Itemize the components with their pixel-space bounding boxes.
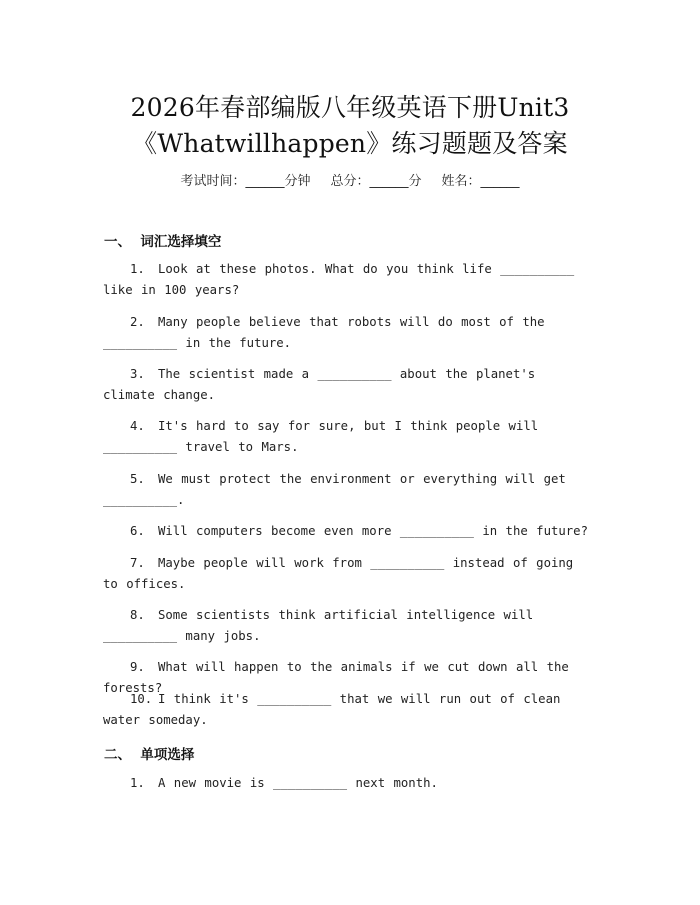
question-number: 7. [130,556,145,570]
question-item [103,521,595,542]
question-number: 10. [130,692,153,706]
document-title-line-1: 2026年春部编版八年级英语下册Unit3 [130,93,570,122]
question-text: Some scientists think artificial intelligence will __________ many jobs. [103,608,534,643]
question-text: I think it's __________ that we will run out of clean water someday. [103,692,561,727]
student-name-field: 姓名：______ [441,174,520,189]
question-text: Will computers become even more __________ in the future? [158,524,588,538]
question-item [103,689,595,731]
question-text: Maybe people will work from __________ instead of going to offices. [103,556,574,591]
question-text: What will happen to the animals if we cut down all the forests? [103,660,569,695]
question-text: Many people believe that robots will do most of the __________ in the future. [103,315,545,350]
question-text: Look at these photos. What do you think life __________ like in 100 years? [103,262,575,297]
question-text: A new movie is __________ next month. [158,776,438,790]
question-number: 6. [130,524,145,538]
total-score-field: 总分：______分 [330,174,422,189]
question-number: 5. [130,472,145,486]
question-number: 2. [130,315,145,329]
question-text: It's hard to say for sure, but I think people will __________ travel to Mars. [103,419,539,454]
exam-time-field: 考试时间：______分钟 [180,174,311,189]
question-item [103,259,595,301]
question-item [103,605,595,647]
question-item [103,773,595,794]
question-number: 3. [130,367,145,381]
question-text: We must protect the environment or everything will get __________. [103,472,566,507]
question-item [103,553,595,595]
question-item [103,469,595,511]
question-text: The scientist made a __________ about the planet's climate change. [103,367,536,402]
section-heading-vocabulary: 一、 词汇选择填空 [104,234,222,250]
question-number: 8. [130,608,145,622]
question-item [103,416,595,458]
question-number: 1. [130,776,145,790]
question-item [103,364,595,406]
question-number: 4. [130,419,145,433]
section-heading-multiple-choice: 二、 单项选择 [104,747,195,763]
exam-meta-info [0,170,700,189]
document-title-line-2: 《Whatwillhappen》练习题题及答案 [132,129,568,158]
question-number: 9. [130,660,145,674]
question-item [103,312,595,354]
question-number: 1. [130,262,145,276]
